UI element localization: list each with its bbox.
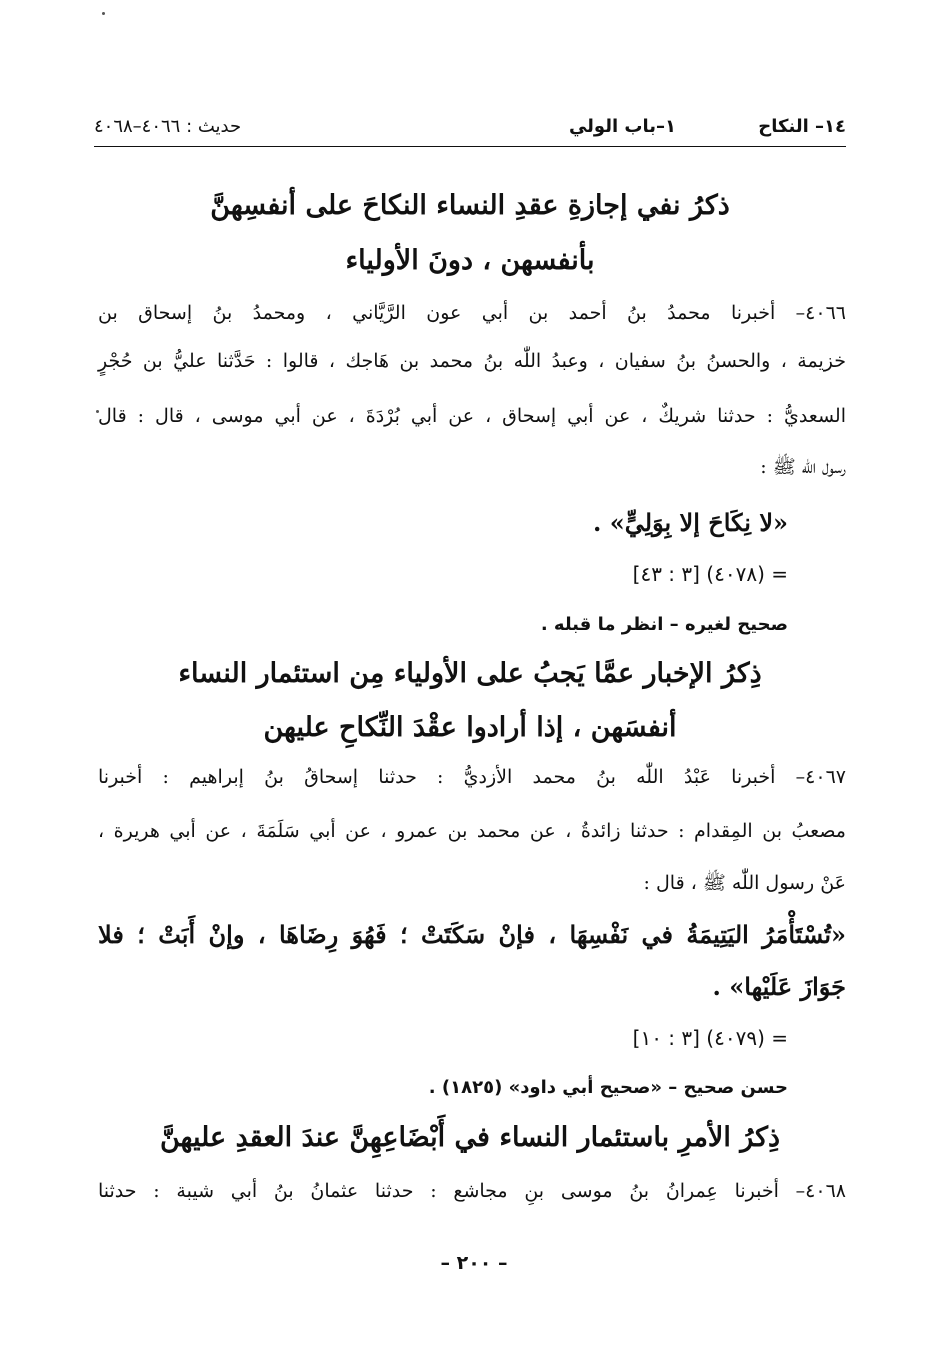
scan-speck xyxy=(102,12,105,15)
section-heading: ذِكرُ الأمرِ باستئمار النساء في أَبْضَاعِهِنَّ عندَ العقدِ عليهنَّ xyxy=(159,1122,781,1153)
isnad-line: ٤٠٦٨– أخبرنا عِمرانُ بنُ موسى بنِ مجاشع : حدثنا عثمانُ بنُ أبي شيبة : حدثنا xyxy=(98,1180,846,1202)
cross-reference: = (٤٠٧٩) [٣ : ١٠] xyxy=(632,1026,788,1050)
section-heading: بأنفسهن ، دونَ الأولياء xyxy=(345,245,595,276)
header-book-title: ١٤– النكاح xyxy=(758,116,846,137)
hadith-matn: «لا نِكَاحَ إلا بِوَلِيٍّ» . xyxy=(593,508,788,537)
isnad-line: ٤٠٦٦– أخبرنا محمدُ بنُ أحمد بن أبي عون الرَّيَّاني ، ومحمدُ بنُ إسحاق بن xyxy=(98,302,846,324)
isnad-line: عَنْ رسول اللّٰه ﷺ ، قال : xyxy=(643,872,846,894)
header-hadith-range: حديث : ٤٠٦٦–٤٠٦٨ xyxy=(94,116,242,137)
hadith-grading: صحيح لغيره – انظر ما قبله . xyxy=(540,614,788,635)
isnad-line: مصعبُ بن المِقدام : حدثنا زائدةُ ، عن محمد بن عمرو ، عن أبي سَلَمَةَ ، عن أبي هريرة ، xyxy=(98,820,846,842)
section-heading: ذِكرُ الإخبار عمَّا يَجبُ على الأولياء مِن استئمار النساء xyxy=(178,658,762,689)
isnad-line: خزيمة ، والحسنُ بنُ سفيان ، وعبدُ اللّٰه بنُ محمد بن هَاجك ، قالوا : حَدَّثنا عليُّ بن حُجْرٍ xyxy=(98,350,846,372)
section-heading: أنفسَهن ، إذا أرادوا عقْدَ النِّكاحِ عليهن xyxy=(263,712,677,743)
isnad-line: ٤٠٦٧– أخبرنا عَبْدُ اللّٰه بنُ محمد الأزديُّ : حدثنا إسحاقُ بنُ إبراهيم : أخبرنا xyxy=(98,766,846,788)
running-header xyxy=(94,112,846,147)
hadith-matn: «تُسْتَأْمَرُ اليَتِيمَةُ في نَفْسِهَا ، فإنْ سَكَتَتْ ؛ فَهُوَ رِضَاهَا ، وإنْ أَبَتْ ؛ فلا xyxy=(98,920,846,949)
hadith-matn: جَوَازَ عَلَيْها» . xyxy=(712,972,846,1001)
section-heading: ذكرُ نفي إجازةِ عقدِ النساء النكاحَ على أنفسِهنَّ xyxy=(210,190,730,221)
header-chapter-title: ١–باب الولي xyxy=(568,116,676,137)
cross-reference: = (٤٠٧٨) [٣ : ٤٣] xyxy=(632,562,788,586)
isnad-line: السعديُّ : حدثنا شريكٌ ، عن أبي إسحاق ، عن أبي بُرْدَةَ ، عن أبي موسى ، قال : قال xyxy=(98,405,846,427)
hadith-grading: حسن صحيح – «صحيح أبي داود» (١٨٢٥) . xyxy=(428,1077,788,1098)
isnad-line: رسول اللّٰه ﷺ : xyxy=(760,456,846,478)
page-number: – ٢٠٠ – xyxy=(440,1252,508,1274)
